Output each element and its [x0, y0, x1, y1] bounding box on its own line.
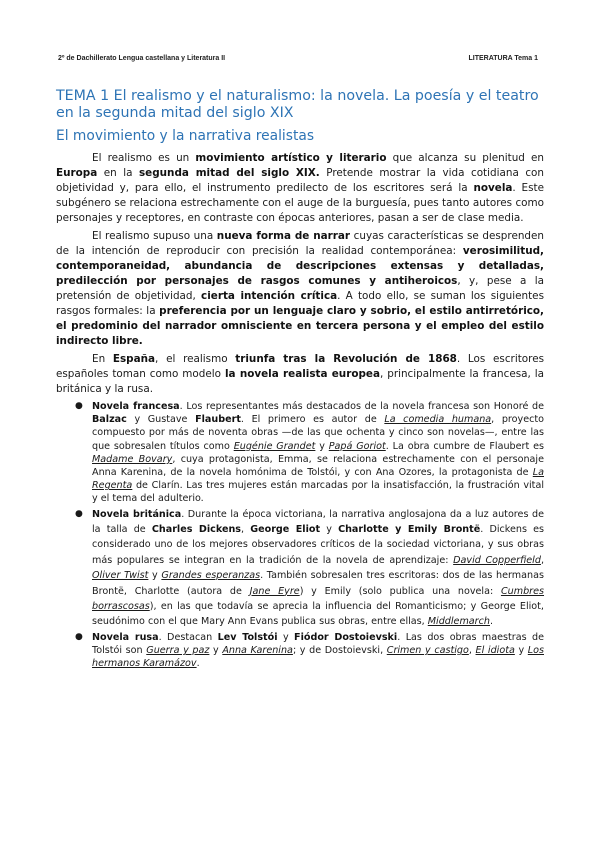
list-item-british-novel: ● Novela británica. Durante la época victoriana, la narrativa anglosajona da a luz autores de la talla de Charles Dickens, George Eliot y Charlotte y Emily Brontë. Dickens es considerado uno de los mejores observadores críticos de la sociedad victoriana, y sus obras más populares se integran en la tradición de la novela de aprendizaje: David Copperfield, Oliver Twist y Grandes esperanzas. También sobresalen tres escritoras: dos de las hermanas Brontë, Charlotte (autora de Jane Eyre) y Emily (solo publica una novela: Cumbres borrascosas), en las que todavía se aprecia la influencia del Romanticismo; y George Eliot, seudónimo con el que Mary Ann Evans publica sus obras, entre ellas, Middlemarch.: [75, 508, 545, 628]
paragraph-realism-intro: El realismo es un movimiento artístico y literario que alcanza su plenitud en Europa en la segunda mitad del siglo XIX. Pretende mostrar la vida cotidiana con objetividad y, para ello, el instrumento predilecto de los escritores será la novela. Este subgénero se relaciona estrechamente con el auge de la burguesía, pues tanto autores como personajes y receptores, en contraste con épocas anteriores, pasan a ser de clase media.: [56, 152, 544, 224]
list-item-french-novel: ● Novela francesa. Los representantes más destacados de la novela francesa son Honoré de Balzac y Gustave Flaubert. El primero es autor de La comedia humana, proyecto compuesto por más de noventa obras —de las que ochenta y cinco son novelas—, entre las que sobresalen títulos como Eugénie Grandet y Papá Goriot. La obra cumbre de Flaubert es Madame Bovary, cuya protagonista, Emma, se relaciona estrechamente con el personaje Anna Karenina, de la novela homónima de Tolstói, y con Ana Ozores, la protagonista de La Regenta de Clarín. Las tres mujeres están marcadas por la insatisfacción, la frustración vital y el tema del adulterio.: [75, 401, 545, 505]
work-title: Anna Karenina: [222, 645, 293, 657]
list-item-russian-novel: ● Novela rusa. Destacan Lev Tolstói y Fiódor Dostoievski. Las dos obras maestras de Tolstói son Guerra y paz y Anna Karenina; y de Dostoievski, Crimen y castigo, El idiota y Los hermanos Karamázov.: [75, 631, 544, 670]
work-title: Middlemarch: [427, 616, 490, 628]
work-title: El idiota: [475, 645, 515, 657]
work-title: Madame Bovary: [92, 453, 173, 465]
paragraph-narrative-features: El realismo supuso una nueva forma de narrar cuyas características se desprenden de la intención de reproducir con precisión la realidad contemporánea: verosimilitud, contemporaneidad, abundancia de descripciones extensas y detalladas, predilección por personajes de rasgos comunes y antiheroicos, y, pese a la pretensión de objetividad, cierta intención crítica. A todo ello, se suman los siguientes rasgos formales: la preferencia por un lenguaje claro y sobrio, el estilo antirretórico, el predominio del narrador omnisciente en tercera persona y el empleo del estilo indirecto libre.: [56, 230, 544, 347]
novel-traditions-list: [56, 400, 544, 670]
bullet-icon: ●: [75, 508, 83, 519]
bullet-icon: ●: [75, 631, 83, 642]
header-course: 2º de Dachillerato Lengua castellana y Literatura II: [58, 55, 226, 62]
work-title: Cumbres borrascosas: [92, 585, 545, 613]
work-title: Los hermanos Karamázov: [92, 645, 544, 670]
section-heading: El movimiento y la narrativa realistas: [56, 128, 315, 144]
bullet-icon: ●: [75, 401, 83, 411]
work-title: Oliver Twist: [92, 570, 149, 582]
work-title: La Regenta: [92, 467, 544, 492]
work-title: Papá Goriot: [328, 440, 386, 452]
work-title: La comedia humana: [384, 414, 492, 426]
work-title: Jane Eyre: [249, 585, 300, 597]
work-title: Guerra y paz: [146, 645, 210, 657]
work-title: David Copperfield: [453, 554, 541, 566]
document-title: TEMA 1 El realismo y el naturalismo: la novela. La poesía y el teatro en la segunda mitad del siglo XIX: [56, 88, 539, 121]
paragraph-spain: En España, el realismo triunfa tras la Revolución de 1868. Los escritores españoles toman como modelo la novela realista europea, principalmente la francesa, la británica y la rusa.: [56, 353, 545, 395]
page-header: [58, 55, 538, 67]
header-topic: LITERATURA Tema 1: [468, 55, 538, 62]
document-body: [56, 88, 544, 671]
work-title: Grandes esperanzas: [161, 570, 261, 582]
work-title: Eugénie Grandet: [233, 440, 316, 452]
work-title: Crimen y castigo: [386, 645, 469, 657]
